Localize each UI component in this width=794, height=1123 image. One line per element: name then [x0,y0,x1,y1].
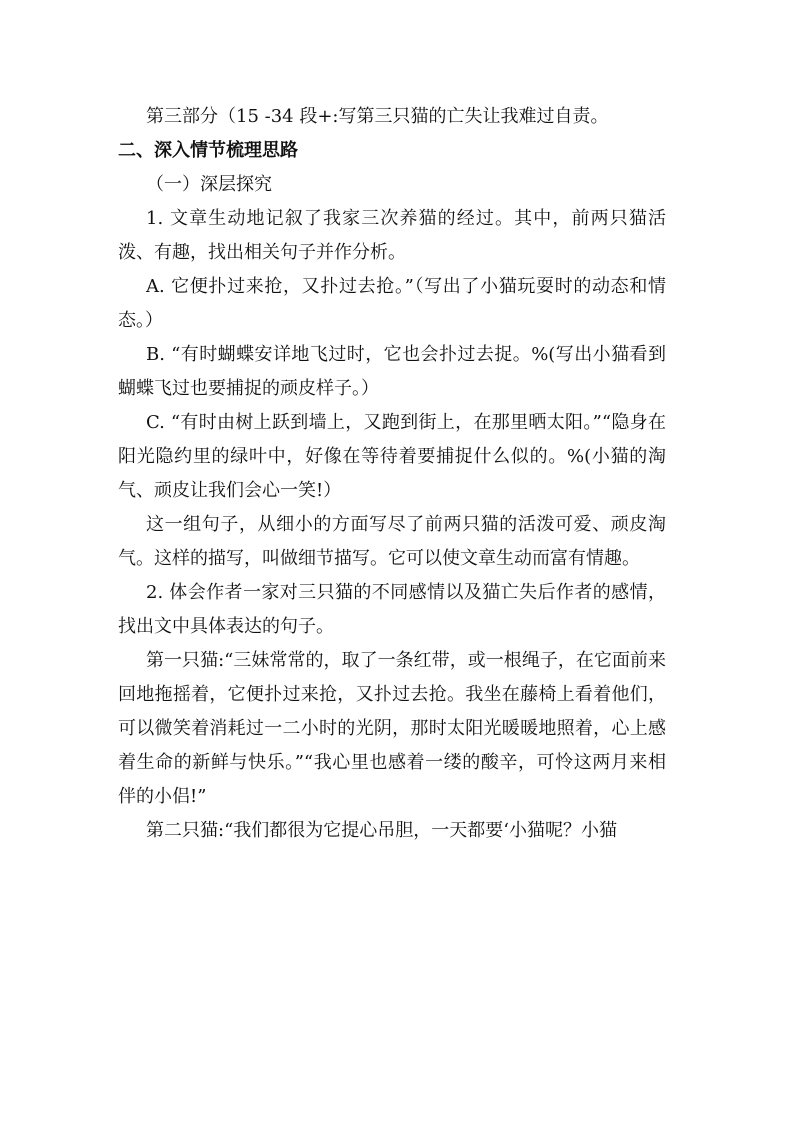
subheading-deep-inquiry: （一）深层探究 [146,174,272,195]
answer-b: B. “有时蝴蝶安详地飞过时，它也会扑过去捉。%(写出小猫看到蝴蝶飞过也要捕捉的顽皮样子。） [118,344,666,399]
answer-a: A. 它便扑过来抢，又扑过去抢。”（写出了小猫玩耍时的动态和情态。） [118,276,666,331]
first-cat-paragraph: 第一只猫:“三妹常常的，取了一条红带，或一根绳子，在它面前来回地拖摇着，它便扑过来抢，又扑过去抢。我坐在藤椅上看着他们，可以微笑着消耗过一二小时的光阴，那时太阳光暖暖地照着，心上感着生命的新鲜与快乐。”“我心里也感着一缕的酸辛，可怜这两月来相伴的小侣!” [118,650,666,807]
paragraph-part-three: 第三部分（15 -34 段+:写第三只猫的亡失让我难过自责。 [146,106,609,127]
document-body [118,100,666,848]
second-cat-paragraph: 第二只猫:“我们都很为它提心吊胆，一天都要‘小猫呢？小猫 [146,820,617,841]
section-heading: 二、深入情节梳理思路 [118,140,298,161]
summary-paragraph: 这一组句子，从细小的方面写尽了前两只猫的活泼可爱、顽皮淘气。这样的描写，叫做细节描写。它可以使文章生动而富有情趣。 [118,514,666,569]
question-two: 2. 体会作者一家对三只猫的不同感情以及猫亡失后作者的感情，找出文中具体表达的句子。 [118,582,666,637]
question-one: 1. 文章生动地记叙了我家三次养猫的经过。其中，前两只猫活泼、有趣，找出相关句子并作分析。 [118,208,666,263]
answer-c: C. “有时由树上跃到墙上，又跑到街上，在那里晒太阳。”“隐身在阳光隐约里的绿叶中，好像在等待着要捕捉什么似的。%(小猫的淘气、顽皮让我们会心一笑!） [118,412,666,501]
